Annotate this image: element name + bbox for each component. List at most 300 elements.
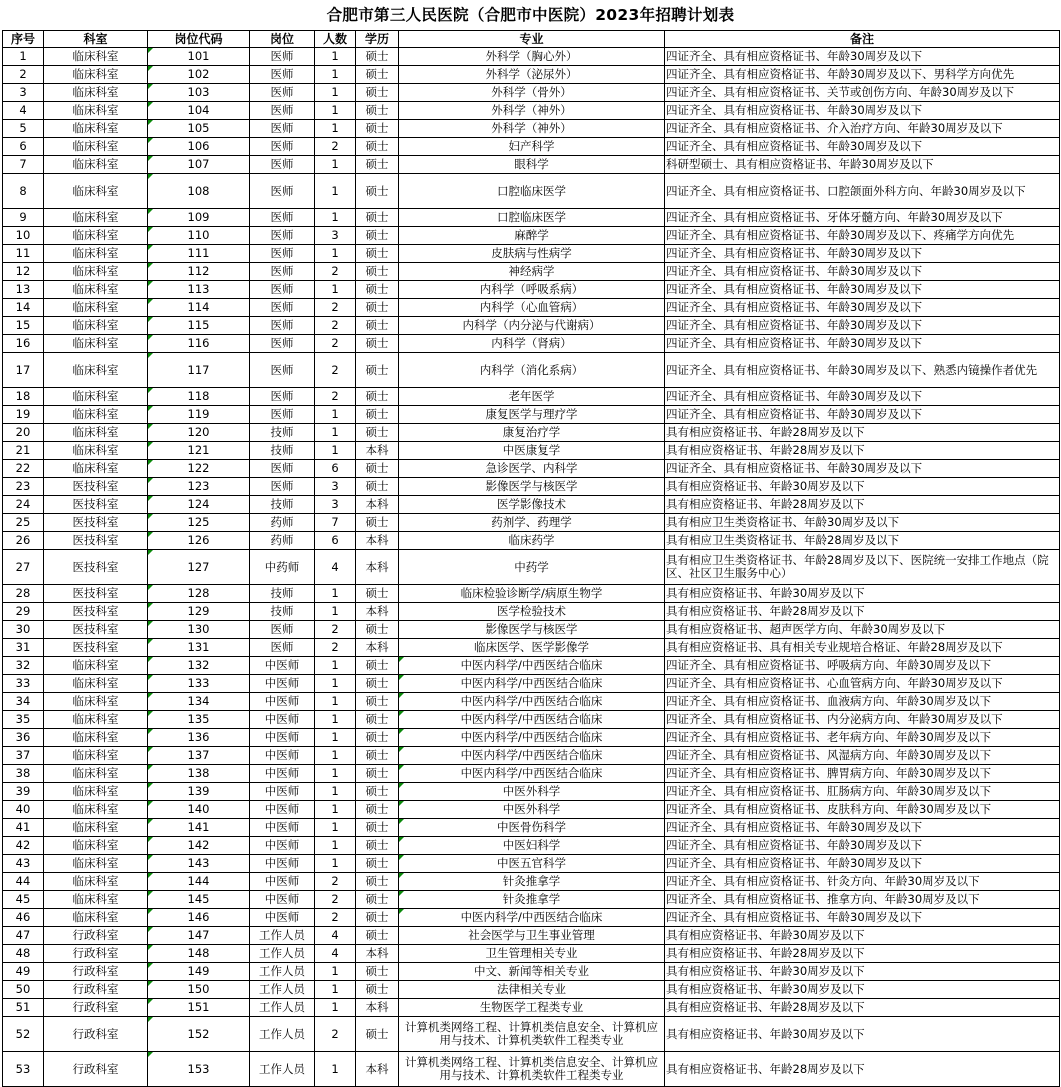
headcount-cell: 1 <box>315 855 356 873</box>
table-row <box>3 406 1060 424</box>
degree-cell: 本科 <box>356 550 399 585</box>
table-row <box>3 299 1060 317</box>
major-cell: 中医内科学/中西医结合临床 <box>399 675 665 693</box>
position-code-cell: 114 <box>148 299 250 317</box>
headcount-cell: 1 <box>315 711 356 729</box>
serial-cell: 45 <box>3 891 44 909</box>
serial-cell: 52 <box>3 1017 44 1052</box>
serial-cell: 2 <box>3 66 44 84</box>
degree-cell: 硕士 <box>356 801 399 819</box>
degree-cell: 硕士 <box>356 873 399 891</box>
position-code-cell: 121 <box>148 442 250 460</box>
table-row <box>3 585 1060 603</box>
degree-cell: 本科 <box>356 945 399 963</box>
position-code-cell: 131 <box>148 639 250 657</box>
remarks-cell: 具有相应资格证书、年龄28周岁及以下 <box>665 945 1060 963</box>
remarks-cell: 四证齐全、具有相应资格证书、推拿方向、年龄30周岁及以下 <box>665 891 1060 909</box>
position-cell: 中药师 <box>250 550 315 585</box>
position-cell: 医师 <box>250 406 315 424</box>
header-cell: 备注 <box>665 31 1060 48</box>
serial-cell: 44 <box>3 873 44 891</box>
table-row <box>3 837 1060 855</box>
table-row <box>3 120 1060 138</box>
major-cell: 外科学（胸心外） <box>399 48 665 66</box>
headcount-cell: 1 <box>315 999 356 1017</box>
degree-cell: 硕士 <box>356 783 399 801</box>
position-code-cell: 107 <box>148 156 250 174</box>
remarks-cell: 四证齐全、具有相应资格证书、牙体牙髓方向、年龄30周岁及以下 <box>665 209 1060 227</box>
headcount-cell: 4 <box>315 927 356 945</box>
remarks-cell: 具有相应资格证书、具有相关专业规培合格证、年龄28周岁及以下 <box>665 639 1060 657</box>
major-cell: 内科学（呼吸系病） <box>399 281 665 299</box>
serial-cell: 3 <box>3 84 44 102</box>
serial-cell: 30 <box>3 621 44 639</box>
remarks-cell: 四证齐全、具有相应资格证书、年龄30周岁及以下 <box>665 855 1060 873</box>
table-row <box>3 873 1060 891</box>
serial-cell: 53 <box>3 1052 44 1087</box>
position-cell: 医师 <box>250 317 315 335</box>
position-cell: 中医师 <box>250 801 315 819</box>
degree-cell: 硕士 <box>356 66 399 84</box>
headcount-cell: 2 <box>315 621 356 639</box>
table-row <box>3 765 1060 783</box>
position-cell: 工作人员 <box>250 1052 315 1087</box>
position-code-cell: 145 <box>148 891 250 909</box>
position-cell: 技师 <box>250 496 315 514</box>
position-cell: 中医师 <box>250 657 315 675</box>
remarks-cell: 具有相应资格证书、年龄28周岁及以下 <box>665 496 1060 514</box>
position-code-cell: 111 <box>148 245 250 263</box>
degree-cell: 硕士 <box>356 174 399 209</box>
headcount-cell: 1 <box>315 209 356 227</box>
position-cell: 医师 <box>250 639 315 657</box>
serial-cell: 42 <box>3 837 44 855</box>
department-cell: 临床科室 <box>44 227 148 245</box>
major-cell: 口腔临床医学 <box>399 209 665 227</box>
department-cell: 临床科室 <box>44 174 148 209</box>
position-code-cell: 141 <box>148 819 250 837</box>
headcount-cell: 3 <box>315 227 356 245</box>
degree-cell: 硕士 <box>356 693 399 711</box>
position-cell: 中医师 <box>250 891 315 909</box>
table-row <box>3 675 1060 693</box>
table-row <box>3 317 1060 335</box>
remarks-cell: 四证齐全、具有相应资格证书、年龄30周岁及以下 <box>665 102 1060 120</box>
department-cell: 医技科室 <box>44 621 148 639</box>
major-cell: 中文、新闻等相关专业 <box>399 963 665 981</box>
remarks-cell: 四证齐全、具有相应资格证书、口腔颌面外科方向、年龄30周岁及以下 <box>665 174 1060 209</box>
headcount-cell: 1 <box>315 765 356 783</box>
major-cell: 中医骨伤科学 <box>399 819 665 837</box>
table-row <box>3 891 1060 909</box>
degree-cell: 硕士 <box>356 514 399 532</box>
headcount-cell: 2 <box>315 909 356 927</box>
position-code-cell: 105 <box>148 120 250 138</box>
position-code-cell: 132 <box>148 657 250 675</box>
headcount-cell: 2 <box>315 317 356 335</box>
position-code-cell: 138 <box>148 765 250 783</box>
department-cell: 医技科室 <box>44 496 148 514</box>
major-cell: 康复治疗学 <box>399 424 665 442</box>
remarks-cell: 科研型硕士、具有相应资格证书、年龄30周岁及以下 <box>665 156 1060 174</box>
serial-cell: 34 <box>3 693 44 711</box>
department-cell: 临床科室 <box>44 855 148 873</box>
degree-cell: 硕士 <box>356 1017 399 1052</box>
major-cell: 外科学（神外） <box>399 120 665 138</box>
position-code-cell: 117 <box>148 353 250 388</box>
position-code-cell: 142 <box>148 837 250 855</box>
major-cell: 外科学（神外） <box>399 102 665 120</box>
table-row <box>3 460 1060 478</box>
major-cell: 中医内科学/中西医结合临床 <box>399 711 665 729</box>
degree-cell: 硕士 <box>356 909 399 927</box>
serial-cell: 8 <box>3 174 44 209</box>
degree-cell: 硕士 <box>356 388 399 406</box>
position-cell: 工作人员 <box>250 945 315 963</box>
department-cell: 临床科室 <box>44 263 148 281</box>
degree-cell: 硕士 <box>356 460 399 478</box>
major-cell: 中医内科学/中西医结合临床 <box>399 909 665 927</box>
position-cell: 医师 <box>250 281 315 299</box>
position-code-cell: 151 <box>148 999 250 1017</box>
remarks-cell: 四证齐全、具有相应资格证书、年龄30周岁及以下 <box>665 819 1060 837</box>
position-code-cell: 128 <box>148 585 250 603</box>
degree-cell: 硕士 <box>356 981 399 999</box>
position-code-cell: 135 <box>148 711 250 729</box>
position-cell: 中医师 <box>250 819 315 837</box>
serial-cell: 17 <box>3 353 44 388</box>
major-cell: 内科学（肾病） <box>399 335 665 353</box>
department-cell: 临床科室 <box>44 66 148 84</box>
position-cell: 技师 <box>250 442 315 460</box>
table-row <box>3 657 1060 675</box>
department-cell: 行政科室 <box>44 1017 148 1052</box>
serial-cell: 20 <box>3 424 44 442</box>
degree-cell: 硕士 <box>356 84 399 102</box>
table-row <box>3 855 1060 873</box>
department-cell: 临床科室 <box>44 729 148 747</box>
degree-cell: 硕士 <box>356 819 399 837</box>
position-code-cell: 101 <box>148 48 250 66</box>
table-row <box>3 424 1060 442</box>
degree-cell: 本科 <box>356 603 399 621</box>
major-cell: 药剂学、药理学 <box>399 514 665 532</box>
headcount-cell: 1 <box>315 783 356 801</box>
department-cell: 临床科室 <box>44 281 148 299</box>
headcount-cell: 1 <box>315 585 356 603</box>
major-cell: 麻醉学 <box>399 227 665 245</box>
department-cell: 医技科室 <box>44 603 148 621</box>
major-cell: 眼科学 <box>399 156 665 174</box>
position-code-cell: 113 <box>148 281 250 299</box>
table-row <box>3 84 1060 102</box>
headcount-cell: 1 <box>315 819 356 837</box>
degree-cell: 硕士 <box>356 478 399 496</box>
remarks-cell: 四证齐全、具有相应资格证书、针灸方向、年龄30周岁及以下 <box>665 873 1060 891</box>
headcount-cell: 2 <box>315 388 356 406</box>
degree-cell: 硕士 <box>356 406 399 424</box>
degree-cell: 硕士 <box>356 585 399 603</box>
serial-cell: 33 <box>3 675 44 693</box>
remarks-cell: 四证齐全、具有相应资格证书、年龄30周岁及以下 <box>665 909 1060 927</box>
major-cell: 卫生管理相关专业 <box>399 945 665 963</box>
serial-cell: 14 <box>3 299 44 317</box>
headcount-cell: 1 <box>315 281 356 299</box>
department-cell: 临床科室 <box>44 245 148 263</box>
headcount-cell: 1 <box>315 693 356 711</box>
position-cell: 中医师 <box>250 909 315 927</box>
headcount-cell: 2 <box>315 873 356 891</box>
department-cell: 医技科室 <box>44 532 148 550</box>
position-cell: 中医师 <box>250 711 315 729</box>
remarks-cell: 具有相应卫生类资格证书、年龄30周岁及以下 <box>665 514 1060 532</box>
table-row <box>3 281 1060 299</box>
department-cell: 临床科室 <box>44 819 148 837</box>
serial-cell: 41 <box>3 819 44 837</box>
major-cell: 针灸推拿学 <box>399 873 665 891</box>
headcount-cell: 4 <box>315 945 356 963</box>
remarks-cell: 四证齐全、具有相应资格证书、年龄30周岁及以下 <box>665 317 1060 335</box>
position-cell: 技师 <box>250 603 315 621</box>
headcount-cell: 2 <box>315 335 356 353</box>
headcount-cell: 1 <box>315 406 356 424</box>
department-cell: 临床科室 <box>44 406 148 424</box>
major-cell: 中医内科学/中西医结合临床 <box>399 729 665 747</box>
remarks-cell: 具有相应资格证书、年龄30周岁及以下 <box>665 927 1060 945</box>
headcount-cell: 3 <box>315 478 356 496</box>
headcount-cell: 2 <box>315 891 356 909</box>
serial-cell: 24 <box>3 496 44 514</box>
degree-cell: 硕士 <box>356 335 399 353</box>
remarks-cell: 具有相应资格证书、年龄30周岁及以下 <box>665 981 1060 999</box>
table-row <box>3 138 1060 156</box>
position-cell: 中医师 <box>250 855 315 873</box>
table-row <box>3 711 1060 729</box>
serial-cell: 29 <box>3 603 44 621</box>
position-code-cell: 147 <box>148 927 250 945</box>
remarks-cell: 四证齐全、具有相应资格证书、脾胃病方向、年龄30周岁及以下 <box>665 765 1060 783</box>
serial-cell: 36 <box>3 729 44 747</box>
table-row <box>3 353 1060 388</box>
table-row <box>3 783 1060 801</box>
degree-cell: 硕士 <box>356 227 399 245</box>
degree-cell: 硕士 <box>356 138 399 156</box>
remarks-cell: 具有相应卫生类资格证书、年龄28周岁及以下、医院统一安排工作地点（院区、社区卫生服务中心） <box>665 550 1060 585</box>
table-row <box>3 909 1060 927</box>
headcount-cell: 1 <box>315 603 356 621</box>
remarks-cell: 四证齐全、具有相应资格证书、血液病方向、年龄30周岁及以下 <box>665 693 1060 711</box>
table-row <box>3 102 1060 120</box>
major-cell: 老年医学 <box>399 388 665 406</box>
degree-cell: 硕士 <box>356 891 399 909</box>
remarks-cell: 具有相应资格证书、年龄28周岁及以下 <box>665 603 1060 621</box>
remarks-cell: 具有相应资格证书、年龄28周岁及以下 <box>665 1052 1060 1087</box>
position-cell: 医师 <box>250 263 315 281</box>
headcount-cell: 1 <box>315 424 356 442</box>
headcount-cell: 1 <box>315 801 356 819</box>
major-cell: 影像医学与核医学 <box>399 478 665 496</box>
position-cell: 中医师 <box>250 765 315 783</box>
department-cell: 医技科室 <box>44 639 148 657</box>
department-cell: 临床科室 <box>44 335 148 353</box>
remarks-cell: 四证齐全、具有相应资格证书、年龄30周岁及以下 <box>665 263 1060 281</box>
department-cell: 临床科室 <box>44 693 148 711</box>
major-cell: 中医外科学 <box>399 783 665 801</box>
position-cell: 医师 <box>250 388 315 406</box>
remarks-cell: 四证齐全、具有相应资格证书、年龄30周岁及以下、熟悉内镜操作者优先 <box>665 353 1060 388</box>
serial-cell: 26 <box>3 532 44 550</box>
serial-cell: 28 <box>3 585 44 603</box>
table-row <box>3 550 1060 585</box>
position-cell: 药师 <box>250 532 315 550</box>
remarks-cell: 具有相应卫生类资格证书、年龄28周岁及以下 <box>665 532 1060 550</box>
major-cell: 急诊医学、内科学 <box>399 460 665 478</box>
department-cell: 临床科室 <box>44 837 148 855</box>
department-cell: 医技科室 <box>44 514 148 532</box>
department-cell: 行政科室 <box>44 945 148 963</box>
position-code-cell: 103 <box>148 84 250 102</box>
headcount-cell: 1 <box>315 1052 356 1087</box>
position-cell: 医师 <box>250 138 315 156</box>
headcount-cell: 1 <box>315 729 356 747</box>
position-code-cell: 148 <box>148 945 250 963</box>
serial-cell: 13 <box>3 281 44 299</box>
department-cell: 医技科室 <box>44 550 148 585</box>
table-row <box>3 496 1060 514</box>
table-row <box>3 981 1060 999</box>
degree-cell: 本科 <box>356 496 399 514</box>
position-code-cell: 150 <box>148 981 250 999</box>
remarks-cell: 具有相应资格证书、年龄30周岁及以下 <box>665 963 1060 981</box>
position-code-cell: 136 <box>148 729 250 747</box>
major-cell: 临床医学、医学影像学 <box>399 639 665 657</box>
serial-cell: 19 <box>3 406 44 424</box>
position-code-cell: 125 <box>148 514 250 532</box>
serial-cell: 7 <box>3 156 44 174</box>
headcount-cell: 6 <box>315 460 356 478</box>
headcount-cell: 1 <box>315 657 356 675</box>
remarks-cell: 四证齐全、具有相应资格证书、年龄30周岁及以下 <box>665 138 1060 156</box>
remarks-cell: 具有相应资格证书、超声医学方向、年龄30周岁及以下 <box>665 621 1060 639</box>
position-cell: 技师 <box>250 424 315 442</box>
table-row <box>3 945 1060 963</box>
headcount-cell: 1 <box>315 48 356 66</box>
position-cell: 中医师 <box>250 675 315 693</box>
degree-cell: 硕士 <box>356 317 399 335</box>
remarks-cell: 四证齐全、具有相应资格证书、年龄30周岁及以下 <box>665 299 1060 317</box>
table-row <box>3 999 1060 1017</box>
department-cell: 临床科室 <box>44 909 148 927</box>
major-cell: 中医五官科学 <box>399 855 665 873</box>
position-cell: 医师 <box>250 621 315 639</box>
remarks-cell: 具有相应资格证书、年龄30周岁及以下 <box>665 478 1060 496</box>
department-cell: 行政科室 <box>44 981 148 999</box>
department-cell: 行政科室 <box>44 999 148 1017</box>
department-cell: 临床科室 <box>44 120 148 138</box>
position-code-cell: 110 <box>148 227 250 245</box>
serial-cell: 1 <box>3 48 44 66</box>
position-cell: 技师 <box>250 585 315 603</box>
table-row <box>3 388 1060 406</box>
department-cell: 临床科室 <box>44 460 148 478</box>
page-title: 合肥市第三人民医院（合肥市中医院）2023年招聘计划表 <box>326 6 735 24</box>
major-cell: 外科学（泌尿外） <box>399 66 665 84</box>
table-row <box>3 335 1060 353</box>
serial-cell: 12 <box>3 263 44 281</box>
major-cell: 中医内科学/中西医结合临床 <box>399 747 665 765</box>
position-cell: 医师 <box>250 102 315 120</box>
serial-cell: 23 <box>3 478 44 496</box>
serial-cell: 5 <box>3 120 44 138</box>
department-cell: 临床科室 <box>44 138 148 156</box>
headcount-cell: 2 <box>315 353 356 388</box>
serial-cell: 27 <box>3 550 44 585</box>
position-cell: 医师 <box>250 174 315 209</box>
department-cell: 临床科室 <box>44 711 148 729</box>
headcount-cell: 1 <box>315 837 356 855</box>
serial-cell: 35 <box>3 711 44 729</box>
table-row <box>3 478 1060 496</box>
serial-cell: 15 <box>3 317 44 335</box>
header-cell: 学历 <box>356 31 399 48</box>
table-row <box>3 66 1060 84</box>
major-cell: 口腔临床医学 <box>399 174 665 209</box>
remarks-cell: 四证齐全、具有相应资格证书、内分泌病方向、年龄30周岁及以下 <box>665 711 1060 729</box>
department-cell: 临床科室 <box>44 765 148 783</box>
headcount-cell: 1 <box>315 747 356 765</box>
position-code-cell: 153 <box>148 1052 250 1087</box>
remarks-cell: 四证齐全、具有相应资格证书、年龄30周岁及以下、男科学方向优先 <box>665 66 1060 84</box>
remarks-cell: 四证齐全、具有相应资格证书、介入治疗方向、年龄30周岁及以下 <box>665 120 1060 138</box>
remarks-cell: 四证齐全、具有相应资格证书、心血管病方向、年龄30周岁及以下 <box>665 675 1060 693</box>
position-code-cell: 123 <box>148 478 250 496</box>
serial-cell: 9 <box>3 209 44 227</box>
department-cell: 临床科室 <box>44 156 148 174</box>
remarks-cell: 具有相应资格证书、年龄30周岁及以下 <box>665 1017 1060 1052</box>
table-row <box>3 621 1060 639</box>
headcount-cell: 1 <box>315 156 356 174</box>
remarks-cell: 四证齐全、具有相应资格证书、肛肠病方向、年龄30周岁及以下 <box>665 783 1060 801</box>
position-cell: 医师 <box>250 299 315 317</box>
department-cell: 医技科室 <box>44 585 148 603</box>
major-cell: 医学检验技术 <box>399 603 665 621</box>
position-code-cell: 126 <box>148 532 250 550</box>
headcount-cell: 6 <box>315 532 356 550</box>
major-cell: 中医内科学/中西医结合临床 <box>399 657 665 675</box>
department-cell: 行政科室 <box>44 963 148 981</box>
table-row <box>3 1052 1060 1087</box>
major-cell: 临床检验诊断学/病原生物学 <box>399 585 665 603</box>
major-cell: 中药学 <box>399 550 665 585</box>
degree-cell: 硕士 <box>356 156 399 174</box>
position-code-cell: 118 <box>148 388 250 406</box>
remarks-cell: 四证齐全、具有相应资格证书、年龄30周岁及以下 <box>665 406 1060 424</box>
remarks-cell: 具有相应资格证书、年龄28周岁及以下 <box>665 442 1060 460</box>
position-code-cell: 115 <box>148 317 250 335</box>
major-cell: 皮肤病与性病学 <box>399 245 665 263</box>
headcount-cell: 4 <box>315 550 356 585</box>
serial-cell: 43 <box>3 855 44 873</box>
major-cell: 临床药学 <box>399 532 665 550</box>
degree-cell: 硕士 <box>356 245 399 263</box>
position-code-cell: 129 <box>148 603 250 621</box>
department-cell: 行政科室 <box>44 1052 148 1087</box>
headcount-cell: 2 <box>315 1017 356 1052</box>
major-cell: 中医内科学/中西医结合临床 <box>399 693 665 711</box>
department-cell: 临床科室 <box>44 299 148 317</box>
major-cell: 计算机类网络工程、计算机类信息安全、计算机应用与技术、计算机类软件工程类专业 <box>399 1017 665 1052</box>
headcount-cell: 1 <box>315 675 356 693</box>
